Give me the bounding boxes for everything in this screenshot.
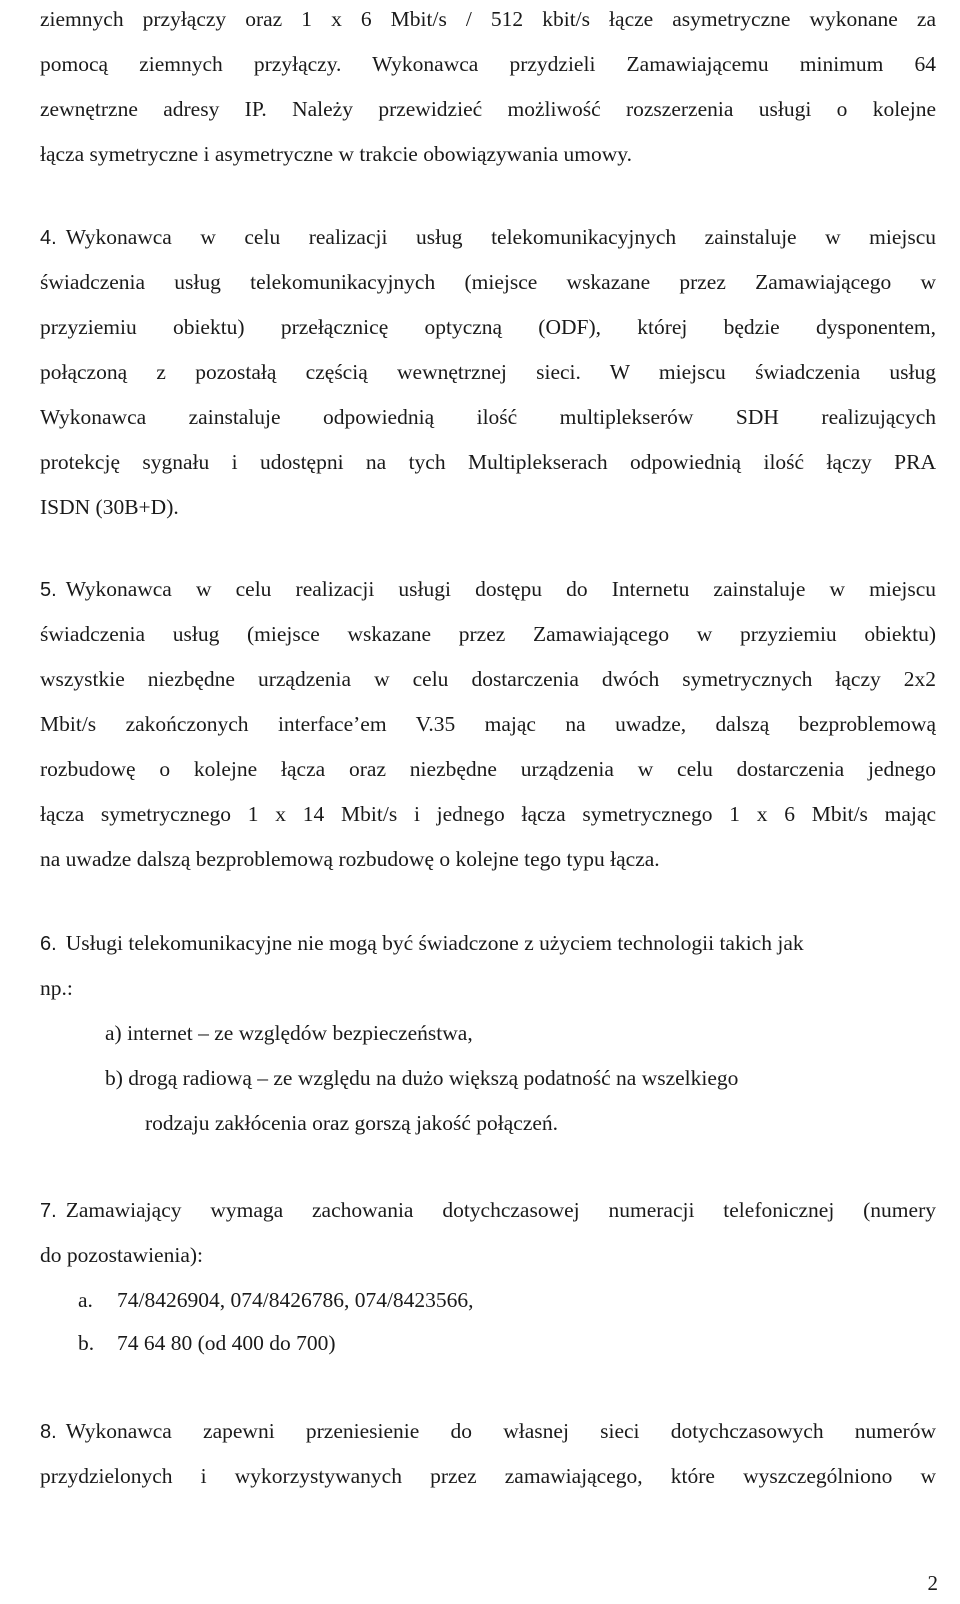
item6-text-1: Usługi telekomunikacyjne nie mogą być świadczone z użyciem technologii takich jak	[65, 931, 804, 955]
item8-number: 8.	[40, 1421, 57, 1443]
item8-line-2: przydzielonych i wykorzystywanych przez zamawiającego, które wyszczególniono w	[40, 1464, 936, 1488]
item5-line-5: rozbudowę o kolejne łącza oraz niezbędne urządzenia w celu dostarczenia jednego	[40, 757, 936, 781]
item7-number: 7.	[40, 1200, 57, 1222]
item6-sub-b-cont: rodzaju zakłócenia oraz gorszą jakość połączeń.	[145, 1111, 559, 1135]
item7-text-1: Zamawiający wymaga zachowania dotychczasowej numeracji telefonicznej (numery	[65, 1198, 936, 1222]
item4-line-5: Wykonawca zainstaluje odpowiednią ilość multiplekserów SDH realizujących	[40, 405, 936, 429]
item8-text-1: Wykonawca zapewni przeniesienie do własnej sieci dotychczasowych numerów	[65, 1419, 936, 1443]
intro-line-1: ziemnych przyłączy oraz 1 x 6 Mbit/s / 512 kbit/s łącze asymetryczne wykonane za	[40, 7, 936, 31]
item4-number: 4.	[40, 227, 57, 249]
item5-line-4: Mbit/s zakończonych interface’em V.35 mając na uwadze, dalszą bezproblemową	[40, 712, 936, 736]
item7-sub-b-label: b.	[78, 1331, 95, 1355]
item7-line-1	[40, 1195, 936, 1225]
item5-text-1: Wykonawca w celu realizacji usługi dostępu do Internetu zainstaluje w miejscu	[65, 577, 936, 601]
item4-text-1: Wykonawca w celu realizacji usług telekomunikacyjnych zainstaluje w miejscu	[65, 225, 936, 249]
item5-line-2: świadczenia usług (miejsce wskazane przez Zamawiającego w przyziemiu obiektu)	[40, 622, 936, 646]
item6-sub-b: b) drogą radiową – ze względu na dużo większą podatność na wszelkiego	[105, 1066, 739, 1090]
item7-sub-a	[78, 1285, 960, 1315]
item8-line-1	[40, 1416, 936, 1446]
intro-line-4: łącza symetryczne i asymetryczne w trakcie obowiązywania umowy.	[40, 142, 632, 166]
item4-line-4: połączoną z pozostałą częścią wewnętrznej sieci. W miejscu świadczenia usług	[40, 360, 936, 384]
intro-line-3: zewnętrzne adresy IP. Należy przewidzieć możliwość rozszerzenia usługi o kolejne	[40, 97, 936, 121]
item4-line-1	[40, 222, 936, 252]
item5-line-7: na uwadze dalszą bezproblemową rozbudowę o kolejne tego typu łącza.	[40, 847, 660, 871]
item7-sub-b	[78, 1328, 960, 1358]
item7-line-2: do pozostawienia):	[40, 1243, 203, 1267]
item5-line-3: wszystkie niezbędne urządzenia w celu dostarczenia dwóch symetrycznych łączy 2x2	[40, 667, 936, 691]
item5-number: 5.	[40, 579, 57, 601]
item6-number: 6.	[40, 933, 57, 955]
item4-line-6: protekcję sygnału i udostępni na tych Multiplekserach odpowiednią ilość łączy PRA	[40, 450, 936, 474]
item6-line-2: np.:	[40, 976, 73, 1000]
item7-sub-a-label: a.	[78, 1288, 93, 1312]
item6-line-1	[40, 928, 936, 958]
item5-line-1	[40, 574, 936, 604]
item6-sub-a: a) internet – ze względów bezpieczeństwa,	[105, 1021, 473, 1045]
item7-sub-a-text: 74/8426904, 074/8426786, 074/8423566,	[117, 1288, 474, 1312]
item7-sub-b-text: 74 64 80 (od 400 do 700)	[117, 1331, 336, 1355]
intro-line-2: pomocą ziemnych przyłączy. Wykonawca przydzieli Zamawiającemu minimum 64	[40, 52, 936, 76]
item4-line-3: przyziemiu obiektu) przełącznicę optyczną (ODF), której będzie dysponentem,	[40, 315, 936, 339]
item4-line-7: ISDN (30B+D).	[40, 495, 179, 519]
page-number: 2	[927, 1571, 938, 1595]
item5-line-6: łącza symetrycznego 1 x 14 Mbit/s i jednego łącza symetrycznego 1 x 6 Mbit/s mając	[40, 802, 936, 826]
item4-line-2: świadczenia usług telekomunikacyjnych (miejsce wskazane przez Zamawiającego w	[40, 270, 936, 294]
